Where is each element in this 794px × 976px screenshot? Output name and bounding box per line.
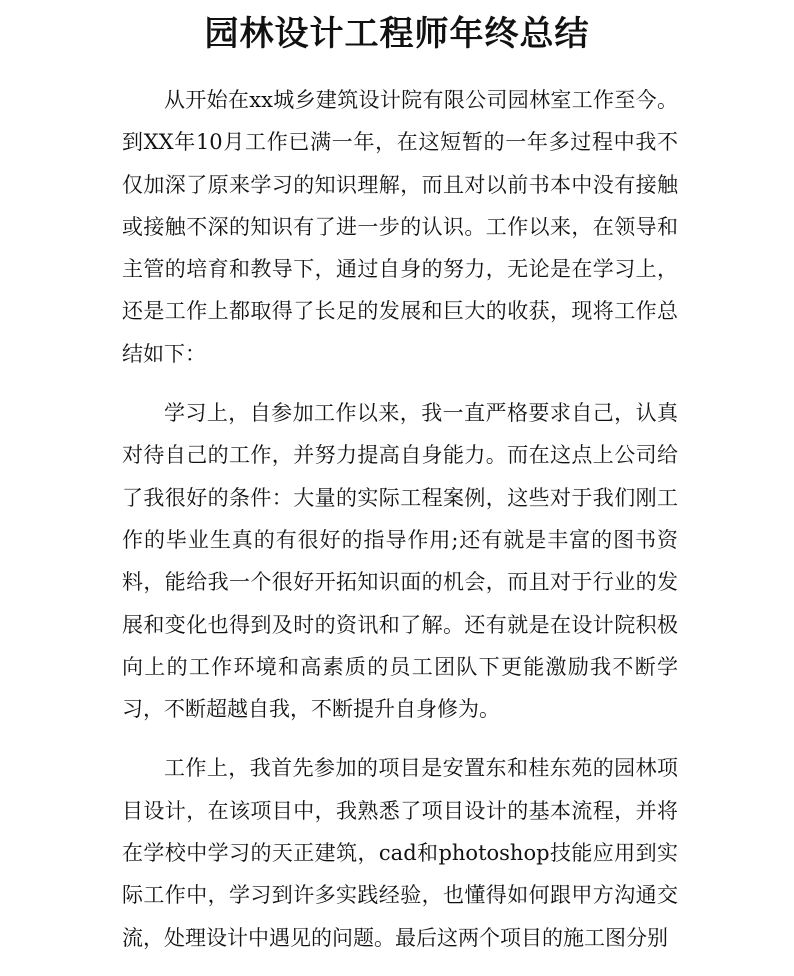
paragraph-intro: 从开始在xx城乡建筑设计院有限公司园林室工作至今。到XX年10月工作已满一年，在这短暂的一年多过程中我不仅加深了原来学习的知识理解，而且对以前书本中没有接触或接触不深的知识有了进一步的认识。工作以来，在领导和主管的培育和教导下，通过自身的努力，无论是在学习上，还是工作上都取得了长足的发展和巨大的收获，现将工作总结如下： bbox=[122, 88, 678, 366]
document-title: 园林设计工程师年终总结 bbox=[204, 14, 590, 54]
paragraph-study: 学习上，自参加工作以来，我一直严格要求自己，认真对待自己的工作，并努力提高自身能力。而在这点上公司给了我很好的条件：大量的实际工程案例，这些对于我们刚工作的毕业生真的有很好的指导作用;还有就是丰富的图书资料，能给我一个很好开拓知识面的机会，而且对于行业的发展和变化也得到及时的资讯和了解。还有就是在设计院积极向上的工作环境和高素质的员工团队下更能激励我不断学习，不断超越自我，不断提升自身修为。 bbox=[122, 401, 678, 722]
paragraph-work: 工作上，我首先参加的项目是安置东和桂东苑的园林项目设计，在该项目中，我熟悉了项目设计的基本流程，并将在学校中学习的天正建筑，cad和photoshop技能应用到实际工作中，学习到许多实践经验，也懂得如何跟甲方沟通交流，处理设计中遇见的问题。最后这两个项目的施工图分别 bbox=[122, 756, 678, 950]
document-body bbox=[122, 79, 678, 976]
